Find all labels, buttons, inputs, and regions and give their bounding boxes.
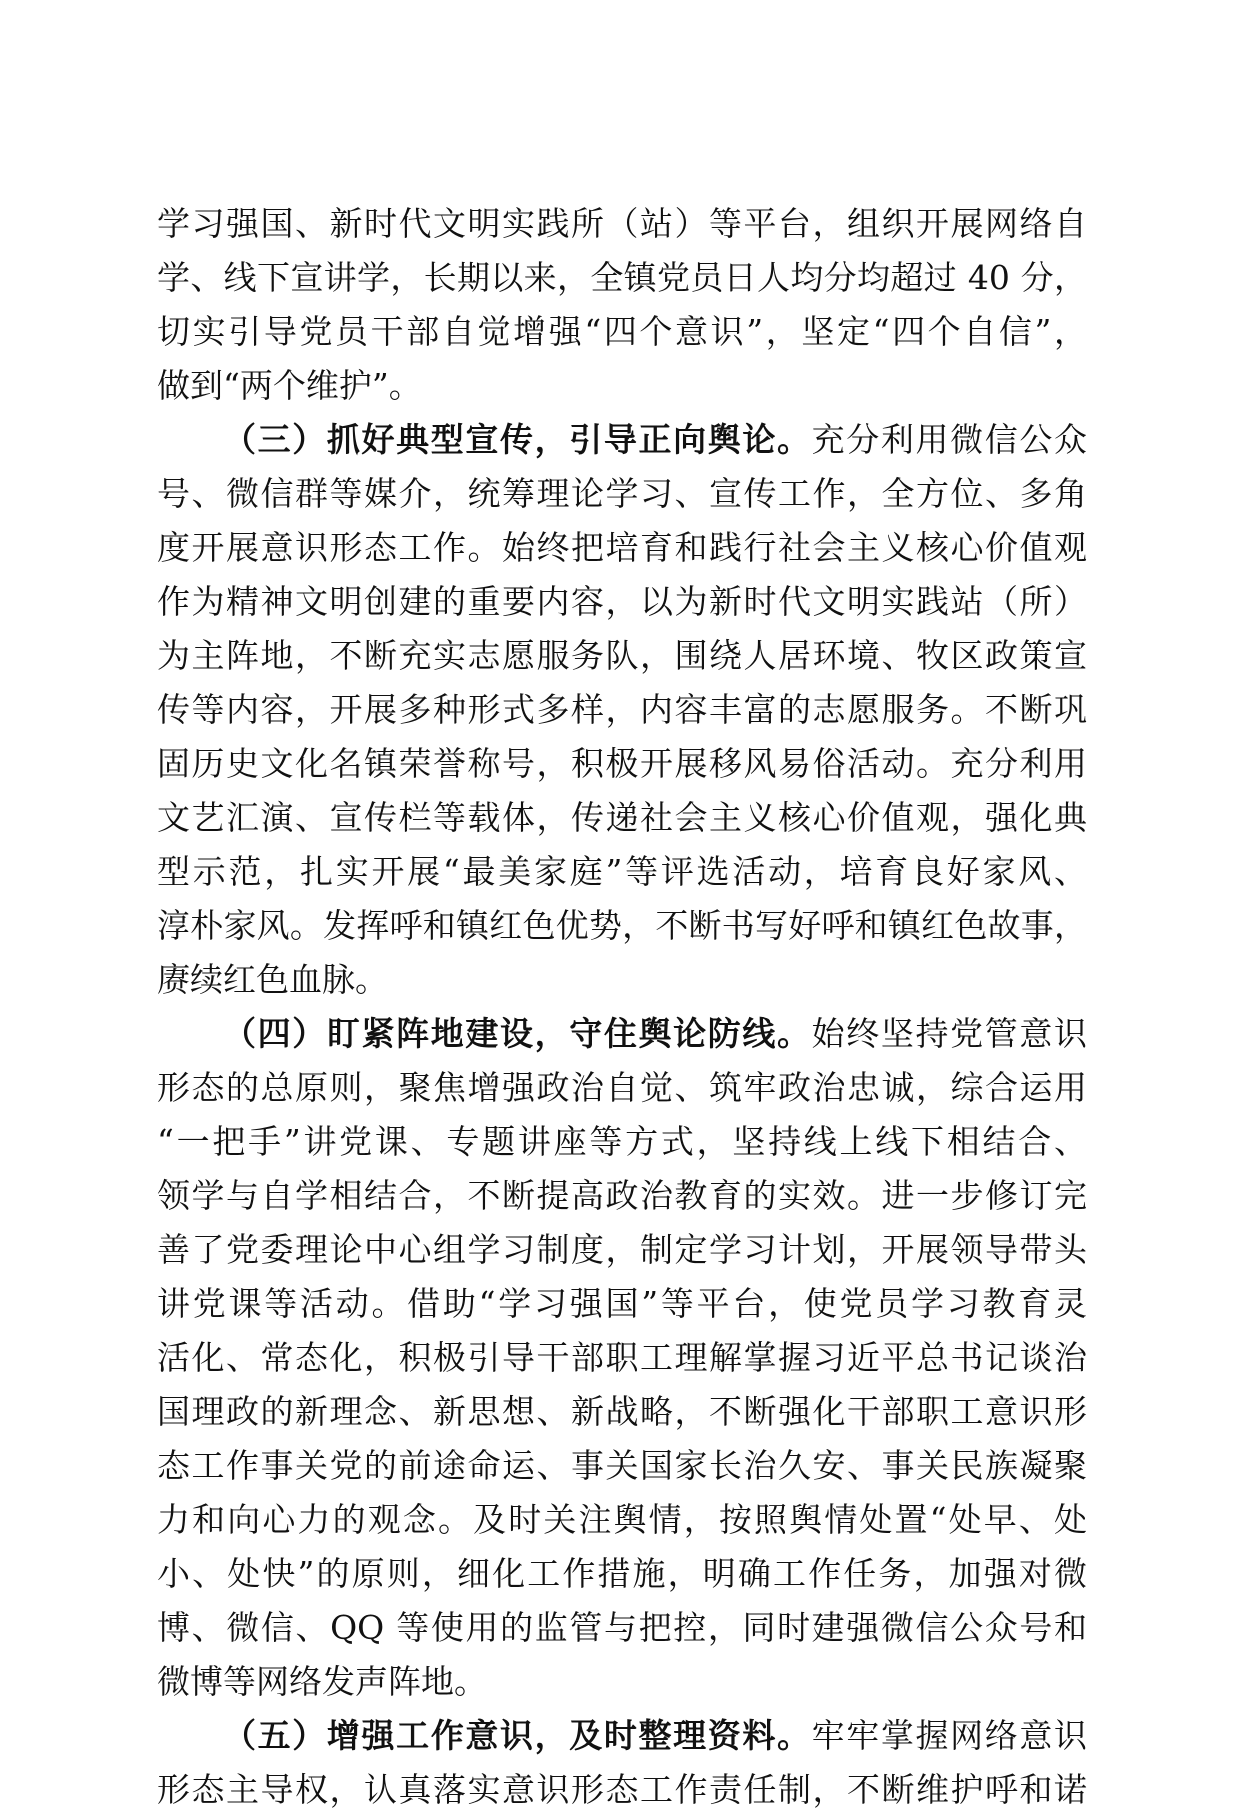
text-line: 小、处快”的原则，细化工作措施，明确工作任务，加强对微 [157,1554,1087,1593]
paragraph-section-4 [157,1007,1087,1709]
text-line: “一把手”讲党课、专题讲座等方式，坚持线上线下相结合、 [157,1122,1087,1161]
text-line: 博、微信、QQ 等使用的监管与把控，同时建强微信公众号和 [157,1608,1087,1647]
text-line: 型示范，扎实开展“最美家庭”等评选活动，培育良好家风、 [157,852,1087,891]
text-line: 力和向心力的观念。及时关注舆情，按照舆情处置“处早、处 [157,1500,1087,1539]
section-heading: （五）增强工作意识，及时整理资料。 [223,1716,812,1755]
section-first-text: 牢牢掌握网络意识 [811,1716,1087,1755]
paragraph-section-5 [157,1709,1087,1817]
document-page [157,197,1087,1817]
text-line: 学习强国、新时代文明实践所（站）等平台，组织开展网络自 [157,204,1087,243]
text-line: 传等内容，开展多种形式多样，内容丰富的志愿服务。不断巩 [157,690,1087,729]
text-line: 国理政的新理念、新思想、新战略，不断强化干部职工意识形 [157,1392,1087,1431]
section-first-text: 始终坚持党管意识 [811,1014,1087,1053]
paragraph-section-3 [157,413,1087,1007]
text-line: 赓续红色血脉。 [157,960,388,999]
text-line: 切实引导党员干部自觉增强“四个意识”，坚定“四个自信”， [157,312,1087,351]
text-line: 文艺汇演、宣传栏等载体，传递社会主义核心价值观，强化典 [157,798,1087,837]
section-heading: （三）抓好典型宣传，引导正向舆论。 [223,420,812,459]
text-line: 做到“两个维护”。 [157,366,422,405]
text-line: 领学与自学相结合，不断提高政治教育的实效。进一步修订完 [157,1176,1087,1215]
text-line: 学、线下宣讲学，长期以来，全镇党员日人均分均超过 40 分， [157,258,1087,297]
paragraph-continuation [157,197,1087,413]
section-first-line [157,1007,1087,1061]
text-line: 号、微信群等媒介，统筹理论学习、宣传工作，全方位、多角 [157,474,1087,513]
text-line: 形态主导权，认真落实意识形态工作责任制，不断维护呼和诺 [157,1770,1087,1809]
text-line: 固历史文化名镇荣誉称号，积极开展移风易俗活动。充分利用 [157,744,1087,783]
section-first-line [157,1709,1087,1763]
text-line: 为主阵地，不断充实志愿服务队，围绕人居环境、牧区政策宣 [157,636,1087,675]
text-line: 活化、常态化，积极引导干部职工理解掌握习近平总书记谈治 [157,1338,1087,1377]
text-line: 形态的总原则，聚焦增强政治自觉、筑牢政治忠诚，综合运用 [157,1068,1087,1107]
text-line: 度开展意识形态工作。始终把培育和践行社会主义核心价值观 [157,528,1087,567]
text-line: 微博等网络发声阵地。 [157,1662,487,1701]
text-line: 态工作事关党的前途命运、事关国家长治久安、事关民族凝聚 [157,1446,1087,1485]
text-line: 作为精神文明创建的重要内容，以为新时代文明实践站（所） [157,582,1087,621]
text-line: 讲党课等活动。借助“学习强国”等平台，使党员学习教育灵 [157,1284,1087,1323]
text-line: 善了党委理论中心组学习制度，制定学习计划，开展领导带头 [157,1230,1087,1269]
section-heading: （四）盯紧阵地建设，守住舆论防线。 [223,1014,812,1053]
text-line: 淳朴家风。发挥呼和镇红色优势，不断书写好呼和镇红色故事， [157,906,1087,945]
section-first-line [157,413,1087,467]
section-first-text: 充分利用微信公众 [811,420,1087,459]
